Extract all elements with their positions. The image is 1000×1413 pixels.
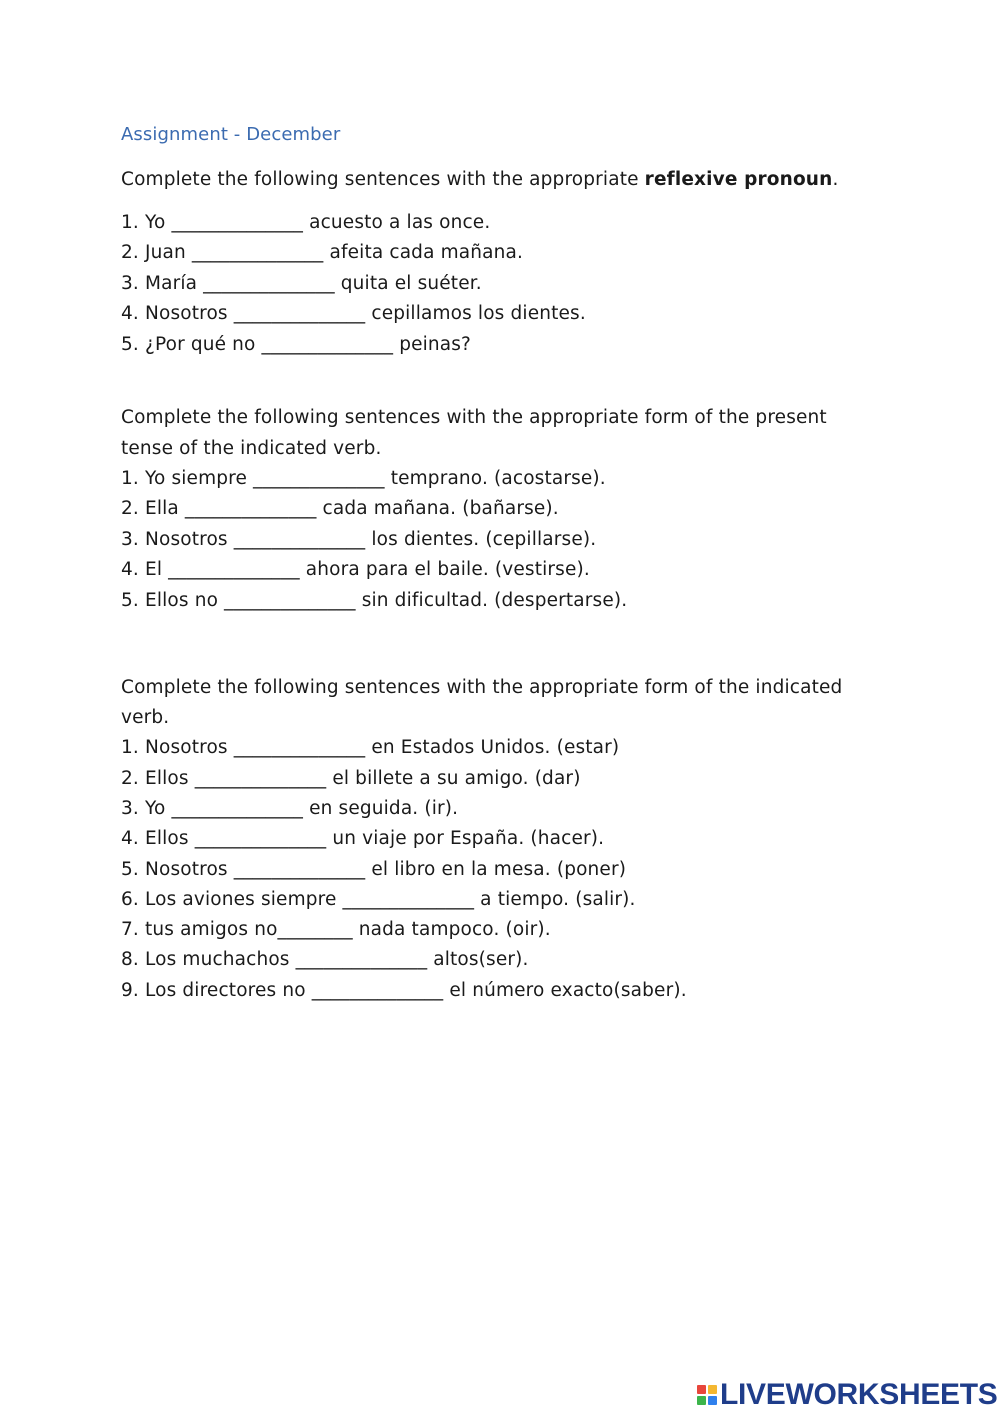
section1-instruction-end: .: [832, 169, 839, 190]
section2-item-4: 4. El ______________ ahora para el baile. (vestirse).: [121, 559, 590, 580]
section3-item-5: 5. Nosotros ______________ el libro en la mesa. (poner): [121, 859, 627, 880]
logo-square-yellow: [708, 1385, 717, 1394]
section2-item-5: 5. Ellos no ______________ sin dificultad. (despertarse).: [121, 590, 628, 611]
section1-instruction-text: Complete the following sentences with the appropriate: [121, 169, 645, 190]
section1-instruction: [121, 168, 838, 192]
liveworksheets-logo[interactable]: [697, 1378, 998, 1412]
section1-item-1: 1. Yo ______________ acuesto a las once.: [121, 212, 491, 233]
section3-item-8: 8. Los muchachos ______________ altos(ser).: [121, 949, 529, 970]
section3-instruction-line2: verb.: [121, 707, 170, 728]
section3-item-3: 3. Yo ______________ en seguida. (ir).: [121, 798, 459, 819]
section2-instruction-line2: tense of the indicated verb.: [121, 438, 382, 459]
section2-item-1: 1. Yo siempre ______________ temprano. (acostarse).: [121, 468, 606, 489]
logo-square-red: [697, 1385, 706, 1394]
section3-item-7: 7. tus amigos no________ nada tampoco. (oir).: [121, 919, 551, 940]
section1-item-2: 2. Juan ______________ afeita cada mañana.: [121, 242, 524, 263]
section3-instruction-line1: Complete the following sentences with the appropriate form of the indicated: [121, 677, 843, 698]
section3-item-1: 1. Nosotros ______________ en Estados Unidos. (estar): [121, 737, 620, 758]
logo-grid-icon: [697, 1385, 717, 1405]
assignment-title: Assignment - December: [121, 124, 341, 145]
section3-item-6: 6. Los aviones siempre ______________ a tiempo. (salir).: [121, 889, 636, 910]
section2-instruction-line1: Complete the following sentences with the appropriate form of the present: [121, 407, 827, 428]
section3-item-4: 4. Ellos ______________ un viaje por España. (hacer).: [121, 828, 605, 849]
section1-item-5: 5. ¿Por qué no ______________ peinas?: [121, 334, 472, 355]
section2-item-3: 3. Nosotros ______________ los dientes. (cepillarse).: [121, 529, 597, 550]
section1-instruction-bold: reflexive pronoun: [644, 169, 833, 190]
section1-item-3: 3. María ______________ quita el suéter.: [121, 273, 482, 294]
logo-text: LIVEWORKSHEETS: [720, 1378, 998, 1411]
section2-item-2: 2. Ella ______________ cada mañana. (bañarse).: [121, 498, 559, 519]
section1-item-4: 4. Nosotros ______________ cepillamos los dientes.: [121, 303, 586, 324]
logo-square-blue: [708, 1396, 717, 1405]
section3-item-2: 2. Ellos ______________ el billete a su amigo. (dar): [121, 768, 581, 789]
logo-square-green: [697, 1396, 706, 1405]
section3-item-9: 9. Los directores no ______________ el número exacto(saber).: [121, 980, 687, 1001]
